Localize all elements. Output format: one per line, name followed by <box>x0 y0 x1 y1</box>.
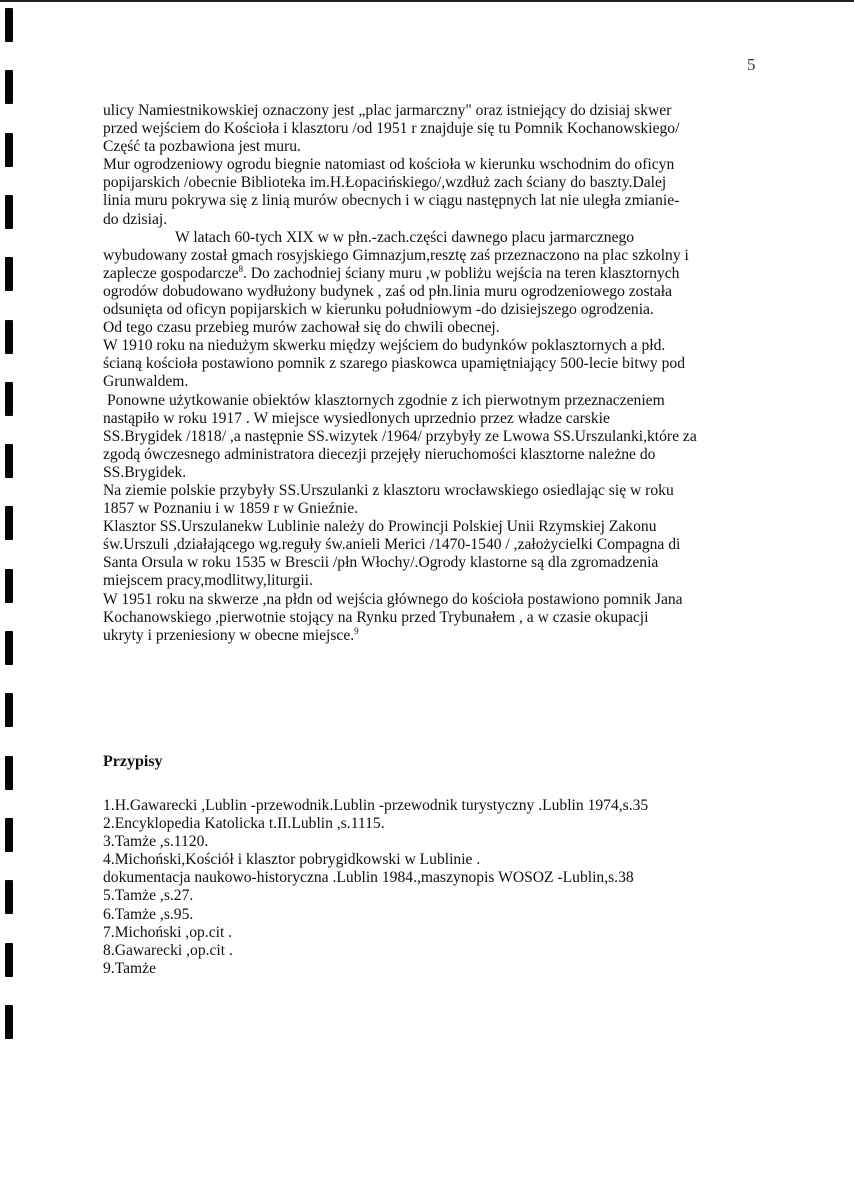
text-segment: . Do zachodniej ściany muru ,w pobliżu wejścia na teren klasztornych <box>243 264 680 282</box>
footnote-item: 5.Tamże ,s.27. <box>103 887 194 905</box>
text-line: linia muru pokrywa się z linią murów obecnych i w ciągu następnych lat nie uległa zmianie- <box>103 192 680 210</box>
footnote-item: 8.Gawarecki ,op.cit . <box>103 941 233 959</box>
page-number: 5 <box>747 55 756 74</box>
text-line: Część ta pozbawiona jest muru. <box>103 138 301 156</box>
text-line: SS.Brygidek. <box>103 463 187 481</box>
text-segment: ukryty i przeniesiony w obecne miejsce. <box>103 626 355 644</box>
footnotes-list <box>103 797 648 978</box>
binding-hole <box>5 70 13 104</box>
text-line: Kochanowskiego ,pierwotnie stojący na Rynku przed Trybunałem , a w czasie okupacji <box>103 608 649 626</box>
text-line-with-footnote <box>103 265 773 283</box>
text-line: Grunwaldem. <box>103 373 189 391</box>
binding-hole <box>5 693 13 727</box>
binding-hole <box>5 1005 13 1039</box>
text-line: ścianą kościoła postawiono pomnik z szarego piaskowca upamiętniający 500-lecie bitwy pod <box>103 355 685 373</box>
text-line: odsunięta od oficyn popijarskich w kierunku południowym -do dzisiejszego ogrodzenia. <box>103 301 654 319</box>
text-line: ogrodów dobudowano wydłużony budynek , zaś od płn.linia muru ogrodzeniowego została <box>103 282 673 300</box>
text-line: wybudowany został gmach rosyjskiego Gimnazjum,resztę zaś przeznaczono na plac szkolny i <box>103 246 689 264</box>
text-line: W latach 60-tych XIX w w płn.-zach.części dawnego placu jarmarcznego <box>175 228 635 246</box>
text-line-with-footnote <box>103 627 773 645</box>
text-line: Santa Orsula w roku 1535 w Brescii /płn Włochy/.Ogrody klastorne są dla zgromadzenia <box>103 554 659 572</box>
text-line: do dzisiaj. <box>103 210 168 228</box>
binding-hole <box>5 569 13 603</box>
footnote-item: dokumentacja naukowo-historyczna .Lublin 1984.,maszynopis WOSOZ -Lublin,s.38 <box>103 869 634 887</box>
footnote-ref-8: 8 <box>238 263 243 274</box>
binding-hole <box>5 818 13 852</box>
text-segment: zaplecze gospodarcze <box>103 264 239 282</box>
footnote-ref-9: 9 <box>354 625 359 636</box>
text-line: przed wejściem do Kościoła i klasztoru /od 1951 r znajduje się tu Pomnik Kochanowskiego/ <box>103 120 680 138</box>
footnote-item: 1.H.Gawarecki ,Lublin -przewodnik.Lublin -przewodnik turystyczny .Lublin 1974,s.35 <box>103 797 649 814</box>
page-top-edge <box>0 0 854 2</box>
binding-hole <box>5 133 13 167</box>
footnotes-heading: Przypisy <box>103 753 163 770</box>
footnote-item: 9.Tamże <box>103 959 157 977</box>
binding-hole <box>5 8 13 42</box>
text-line: Na ziemie polskie przybyły SS.Urszulanki z klasztoru wrocławskiego osiedlając się w roku <box>103 481 674 499</box>
text-line: Mur ogrodzeniowy ogrodu biegnie natomiast od kościoła w kierunku wschodnim do oficyn <box>103 156 675 174</box>
footnote-item: 3.Tamże ,s.1120. <box>103 833 209 851</box>
binding-hole <box>5 444 13 478</box>
text-line: Ponowne użytkowanie obiektów klasztornych zgodnie z ich pierwotnym przeznaczeniem <box>107 391 665 409</box>
text-line: Klasztor SS.Urszulanekw Lublinie należy do Prowincji Polskiej Unii Rzymskiej Zakonu <box>103 518 657 536</box>
text-line: ulicy Namiestnikowskiej oznaczony jest „plac jarmarczny" oraz istniejący do dzisiaj skwer <box>103 102 672 119</box>
binding-hole <box>5 880 13 914</box>
text-line: Od tego czasu przebieg murów zachował się do chwili obecnej. <box>103 319 500 337</box>
binding-holes <box>0 0 30 1199</box>
text-line: miejscem pracy,modlitwy,liturgii. <box>103 572 313 590</box>
text-line: popijarskich /obecnie Biblioteka im.H.Łopacińskiego/,wzdłuż zach ściany do baszty.Dalej <box>103 174 667 192</box>
binding-hole <box>5 382 13 416</box>
text-line: nastąpiło w roku 1917 . W miejsce wysiedlonych uprzednio przez władze carskie <box>103 409 610 427</box>
binding-hole <box>5 506 13 540</box>
body-text <box>103 102 773 645</box>
text-line: św.Urszuli ,działającego wg.reguły św.anieli Merici /1470-1540 / ,założycielki Compagna di <box>103 536 681 554</box>
text-line: zgodą ówczesnego administratora diecezji przejęły nieruchomości klasztorne należne do <box>103 445 656 463</box>
text-line: 1857 w Poznaniu i w 1859 r w Gnieźnie. <box>103 500 359 518</box>
footnote-item: 7.Michoński ,op.cit . <box>103 923 233 941</box>
binding-hole <box>5 631 13 665</box>
text-line: W 1910 roku na niedużym skwerku między wejściem do budynków poklasztornych a płd. <box>103 337 666 355</box>
binding-hole <box>5 943 13 977</box>
footnote-item: 6.Tamże ,s.95. <box>103 905 194 923</box>
binding-hole <box>5 195 13 229</box>
text-line: SS.Brygidek /1818/ ,a następnie SS.wizytek /1964/ przybyły ze Lwowa SS.Urszulanki,które za <box>103 427 697 445</box>
text-line: W 1951 roku na skwerze ,na płdn od wejścia głównego do kościoła postawiono pomnik Jana <box>103 590 683 608</box>
binding-hole <box>5 756 13 790</box>
binding-hole <box>5 257 13 291</box>
binding-hole <box>5 320 13 354</box>
footnote-item: 2.Encyklopedia Katolicka t.II.Lublin ,s.1115. <box>103 815 385 833</box>
footnote-item: 4.Michoński,Kościół i klasztor pobrygidkowski w Lublinie . <box>103 851 481 869</box>
